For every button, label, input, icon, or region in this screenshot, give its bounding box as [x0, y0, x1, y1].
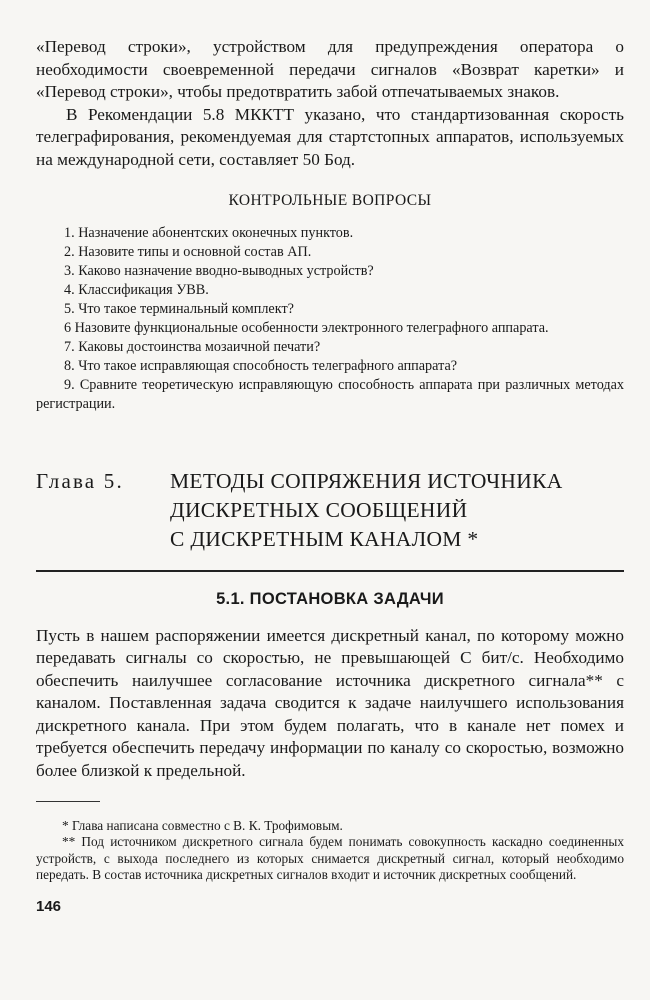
question-item: 2. Назовите типы и основной состав АП.: [64, 243, 312, 260]
question-item: 1. Назначение абонентских оконечных пунктов.: [64, 224, 354, 241]
chapter-label: Глава 5.: [36, 468, 124, 493]
chapter-divider: [36, 570, 624, 572]
question-item: 9. Сравните теоретическую исправляющую способность аппарата при различных методах регистрации.: [36, 377, 624, 413]
footnotes: [36, 818, 624, 884]
page-number: 146: [36, 897, 62, 915]
chapter-title-line: МЕТОДЫ СОПРЯЖЕНИЯ ИСТОЧНИКА: [170, 468, 563, 493]
section-body: Пусть в нашем распоряжении имеется дискретный канал, по которому можно передавать сигналы со скоростью, не превышающей С бит/с. Необходимо обеспечить наилучшее согласование источника дискретного сигнала** с каналом. Поставленная задача сводится к задаче наилучшего использования дискретного канала. При этом будем полагать, что в канале нет помех и требуется обеспечить передачу информации по каналу со скоростью, возможно более близкой к предельной.: [36, 625, 624, 781]
questions-heading: КОНТРОЛЬНЫЕ ВОПРОСЫ: [228, 191, 432, 209]
question-item: 5. Что такое терминальный комплект?: [64, 300, 294, 317]
footnote: ** Под источником дискретного сигнала будем понимать совокупность каскадно соединенных устройств, с выхода последнего из которых снимается дискретный сигнал, который необходимо передать. В состав источника дискретных сигналов входит и источник дискретных сообщений.: [36, 834, 624, 883]
question-item: 7. Каковы достоинства мозаичной печати?: [64, 339, 321, 356]
intro-paragraph-2: В Рекомендации 5.8 МККТТ указано, что стандартизованная скорость телеграфирования, рекомендуемая для стартстопных аппаратов, используемых на международной сети, составляет 50 Бод.: [36, 104, 624, 169]
question-item: 3. Каково назначение вводно-выводных устройств?: [64, 262, 374, 279]
questions-list: [36, 224, 624, 415]
intro-paragraph-1: «Перевод строки», устройством для предупреждения оператора о необходимости своевременной передачи сигналов «Возврат каретки» и «Перевод строки», чтобы предотвратить забой отпечатываемых знаков.: [36, 37, 624, 102]
chapter-title: [170, 467, 563, 554]
chapter-title-line: С ДИСКРЕТНЫМ КАНАЛОМ *: [170, 526, 479, 551]
chapter-heading: [36, 467, 624, 554]
footnote-divider: [36, 801, 100, 802]
section-title: 5.1. ПОСТАНОВКА ЗАДАЧИ: [216, 589, 444, 608]
question-item: 6 Назовите функциональные особенности электронного телеграфного аппарата.: [64, 320, 549, 337]
question-item: 8. Что такое исправляющая способность телеграфного аппарата?: [64, 358, 458, 375]
footnote: * Глава написана совместно с В. К. Трофимовым.: [62, 817, 343, 833]
chapter-title-line: ДИСКРЕТНЫХ СООБЩЕНИЙ: [170, 497, 468, 522]
question-item: 4. Классификация УВВ.: [64, 281, 209, 298]
book-page: [36, 36, 624, 915]
